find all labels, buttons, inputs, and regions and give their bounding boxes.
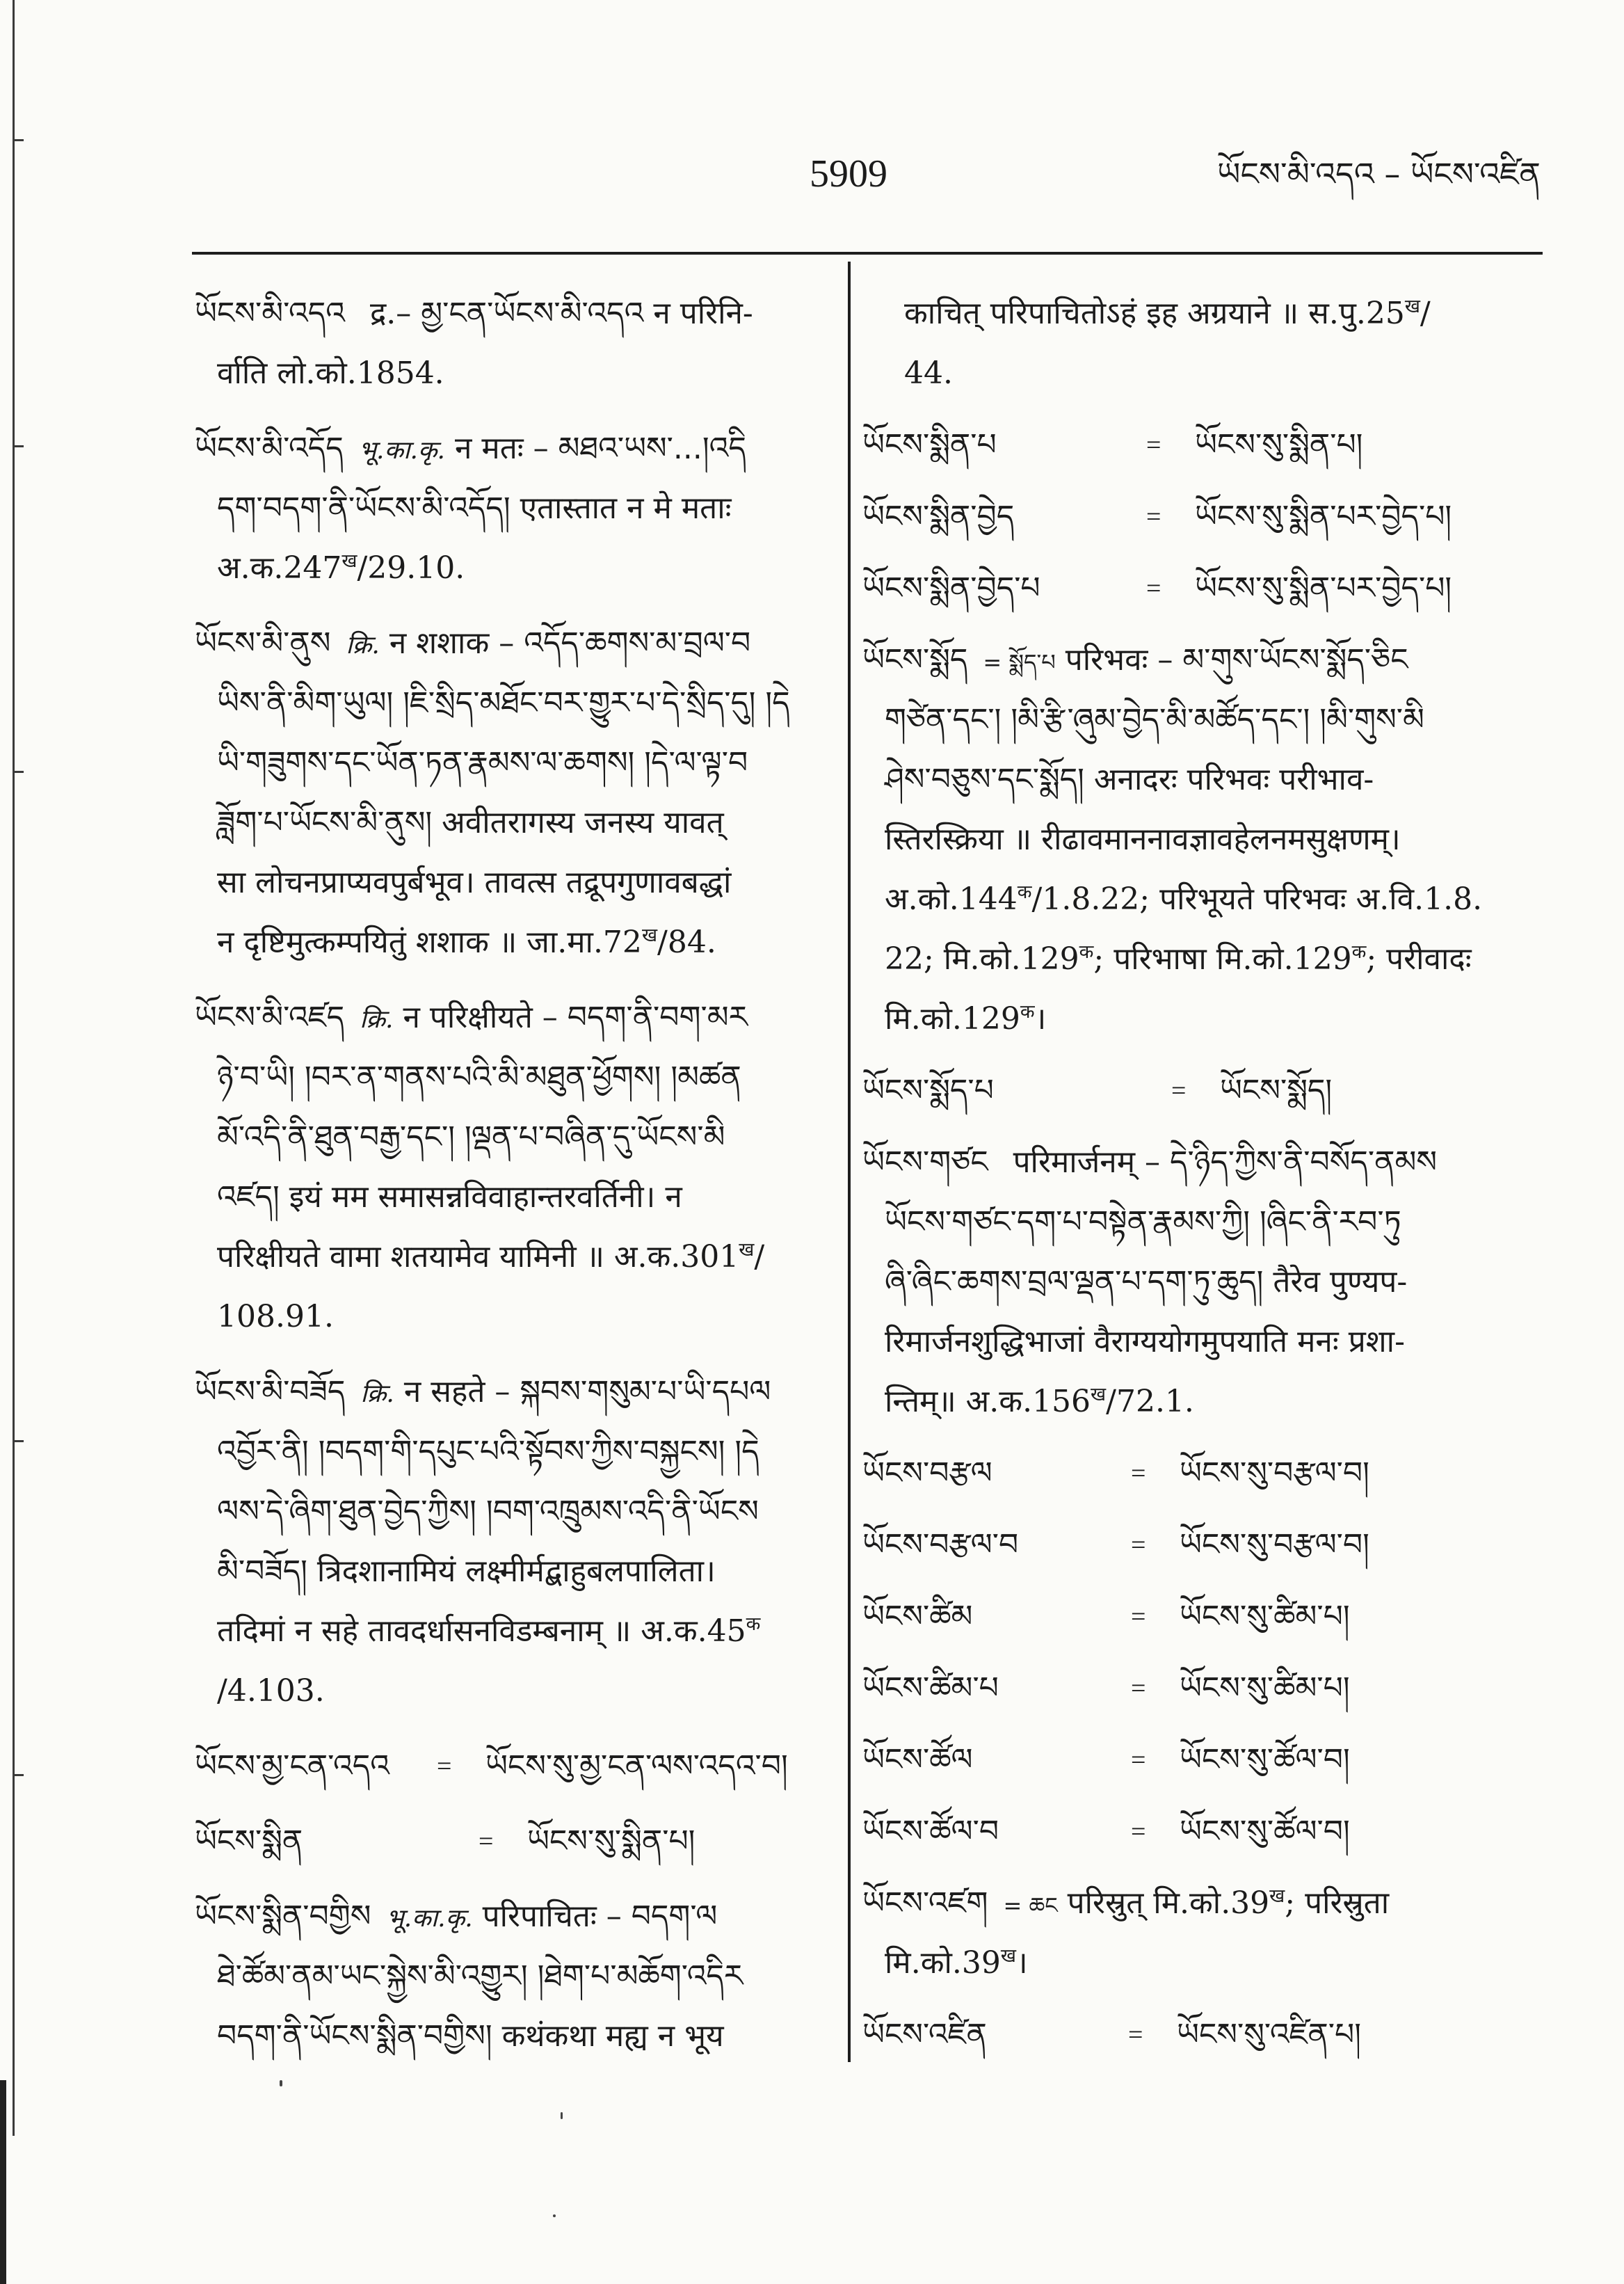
cross-reference-target: ཡོངས་སུ་སྨིན་པར་བྱེད་པ། <box>1195 570 1452 606</box>
sanskrit-text: तैरेव पुण्यप- <box>1263 1264 1408 1300</box>
entry-line <box>862 1444 1543 1503</box>
entry-line <box>862 487 1543 547</box>
headword: ཡོངས་བརྩལ <box>862 1455 992 1491</box>
headword: ཡོངས་མི་འདའ <box>195 296 345 331</box>
cross-reference-target: ཡོངས་སུ་སྨིན་པ། <box>1195 427 1363 463</box>
tibetan-text: ཉེ་བ་ཡི། །བར་ན་གནས་པའི་མི་མཐུན་ཕྱོགས། །མཚན <box>217 1060 741 1095</box>
cross-reference-entry <box>862 415 1543 475</box>
right-column <box>862 284 1543 2093</box>
sanskrit-text: ; परीवादः <box>1366 941 1472 977</box>
headword: ཡོངས་ཚིམ་པ <box>862 1670 999 1706</box>
entry-line <box>862 1515 1543 1575</box>
sanskrit-text: परिस्रुत् मि.को.39 <box>1057 1885 1270 1921</box>
tibetan-text: ཡིས་ནི་མིག་ཡུལ། །ཇི་སྲིད་མཐོང་བར་གྱུར་པ་དེ་སྲིད་དུ། །དེ <box>217 685 790 721</box>
entry-line <box>195 1422 824 1482</box>
entry-line <box>195 1812 824 1871</box>
sanskrit-text: न सहते – <box>394 1374 520 1409</box>
tibetan-text: བདག་ནི་བག་མར <box>567 1000 748 1035</box>
entry-line <box>195 673 824 733</box>
cross-reference-entry <box>862 2005 1543 2065</box>
headword: ཡོངས་མི་ནུས <box>195 625 331 661</box>
entry-line <box>862 1802 1543 1862</box>
folio-superscript: ख <box>641 925 658 946</box>
sanskrit-text: / <box>754 1239 765 1275</box>
dictionary-entry <box>195 614 824 973</box>
entry-line <box>195 419 824 479</box>
sanskrit-text: /29.10. <box>357 550 465 586</box>
sanskrit-text: द्र.– <box>360 296 421 331</box>
dictionary-entry <box>862 630 1543 1049</box>
grammar-abbreviation: क्रि. <box>360 1005 394 1034</box>
entry-line <box>862 1192 1543 1252</box>
tibetan-text: དག་བདག་ནི་ཡོངས་མི་འདོད། <box>217 490 510 526</box>
tibetan-text: སྐབས་གསུམ་པ་ཡི་དཔལ <box>520 1374 771 1409</box>
cross-reference-entry <box>862 487 1543 547</box>
cross-reference-entry <box>195 1812 824 1871</box>
tibetan-text: ཡི་གཟུགས་དང་ཡོན་ཏན་རྣམས་ལ་ཆགས། །དེ་ལ་ལྟ་བ <box>217 745 748 781</box>
headword: ཡོངས་འཛིན <box>862 2017 987 2052</box>
dictionary-entry <box>862 1874 1543 1993</box>
cross-reference-target: ཡོངས་སུ་འཛིན་པ། <box>1177 2017 1361 2052</box>
folio-superscript: ख <box>1091 1384 1107 1405</box>
equals-sign: = <box>1128 2020 1143 2050</box>
entry-line <box>862 284 1543 344</box>
entry-line <box>862 1874 1543 1933</box>
entry-line <box>862 2005 1543 2065</box>
cross-reference-target: ཡོངས་སུ་བརྩལ་བ། <box>1180 1527 1369 1563</box>
headword: ཡོངས་གཙང <box>862 1144 988 1180</box>
sanskrit-text: ; परिभाषा मि.को.129 <box>1093 941 1352 977</box>
headword: ཡོངས་སྨིན་བགྱིས <box>195 1899 371 1934</box>
entry-line <box>195 538 824 598</box>
tibetan-text: ཐེ་ཚོམ་ནམ་ཡང་སྐྱེས་མི་འགྱུར། །ཐེག་པ་མཆོག་འདིར <box>217 1958 743 1994</box>
sanskrit-text: सा लोचनप्राप्यवपुर्बभूव। तावत्स तद्रूपगुणावबद्धां <box>217 865 732 900</box>
entry-line <box>195 344 824 404</box>
entry-line <box>195 1736 824 1796</box>
tibetan-text: མ་གུས་ཡོངས་སྨོད་ཅིང <box>1182 642 1408 678</box>
left-column <box>195 284 824 2093</box>
entry-line <box>862 1730 1543 1790</box>
sanskrit-text: मि.को.129 <box>885 1001 1020 1037</box>
sanskrit-text: अवीतरागस्य जनस्य यावत् <box>432 805 724 840</box>
cross-reference-note: = སྨོད་པ <box>983 649 1056 676</box>
sanskrit-text: / <box>1420 296 1431 331</box>
tibetan-text: ལས་དེ་ཞིག་ཐུན་བྱེད་ཀྱིས། །བག་འཁྲུམས་འདི་ནི་ཡོངས <box>217 1494 759 1529</box>
headword: ཡོངས་ཚིམ <box>862 1599 973 1634</box>
headword: ཡོངས་མི་འཛད <box>195 1000 345 1035</box>
sanskrit-text: /72.1. <box>1106 1384 1194 1419</box>
sanskrit-text: । <box>1015 1945 1028 1981</box>
cross-reference-note: = ཆང <box>1003 1892 1058 1919</box>
grammar-abbreviation: क्रि. <box>360 1380 394 1408</box>
cross-reference-target: ཡོངས་སུ་ཚོལ་བ། <box>1180 1742 1350 1778</box>
sanskrit-text: 108.91. <box>217 1299 334 1334</box>
sanskrit-text: काचित् परिपाचितोऽहं इह अग्रयाने ॥ स.पु.25 <box>904 296 1405 331</box>
cross-reference-target: ཡོངས་སུ་སྨིན་པར་བྱེད་པ། <box>1195 499 1452 534</box>
sanskrit-text: तदिमां न सहे तावदर्धासनविडम्बनाम् ॥ अ.क.45 <box>217 1613 746 1649</box>
scan-speck <box>561 2112 563 2119</box>
equals-sign: = <box>1131 1531 1146 1560</box>
cross-reference-entry <box>862 559 1543 618</box>
tibetan-text: ཞི་ཞིང་ཆགས་བྲལ་ལྡན་པ་དག་ཏུ་ཆུད། <box>885 1264 1264 1300</box>
sanskrit-text: इयं मम समासन्नविवाहान्तरवर्तिनी। न <box>279 1179 682 1215</box>
entry-line <box>195 1542 824 1602</box>
dictionary-entry <box>195 284 824 404</box>
sanskrit-text: अ.को.144 <box>885 881 1018 917</box>
entry-line <box>195 1048 824 1108</box>
tibetan-text: འདོད་ཆགས་མ་བྲལ་བ <box>524 625 751 661</box>
entry-line <box>862 344 1543 404</box>
grammar-abbreviation: भू.का.कृ. <box>358 436 445 465</box>
tibetan-text: དེ་ཉིད་ཀྱིས་ནི་བསོད་ནམས <box>1170 1144 1438 1180</box>
cross-reference-entry <box>862 1587 1543 1647</box>
grammar-abbreviation: भू.का.कृ. <box>386 1904 473 1933</box>
sanskrit-text: र्वाति लो.को.1854. <box>217 356 444 391</box>
sanskrit-text: कथंकथा मह्य न भूय <box>492 2018 724 2054</box>
sanskrit-text: परिभवः – <box>1055 642 1183 678</box>
headword: ཡོངས་བརྩལ་བ <box>862 1527 1019 1563</box>
sanskrit-text: न परिनि- <box>643 296 753 331</box>
equals-sign: = <box>1131 1459 1146 1488</box>
headword: ཡོངས་སྨོད་པ <box>862 1073 994 1108</box>
tibetan-text: ཟློག་པ་ཡོངས་མི་ནུས། <box>217 805 433 840</box>
entry-line <box>862 1659 1543 1718</box>
sanskrit-text: परिमार्जनम् – <box>1003 1144 1171 1180</box>
equals-sign: = <box>1146 574 1161 603</box>
entry-line <box>195 988 824 1048</box>
entry-line <box>862 750 1543 810</box>
equals-sign: = <box>1131 1746 1146 1775</box>
entry-line <box>862 1312 1543 1372</box>
entry-line <box>195 1887 824 1947</box>
entry-line <box>195 1227 824 1287</box>
entry-line <box>195 853 824 913</box>
sanskrit-text: 44. <box>904 356 953 391</box>
grammar-abbreviation: क्रि. <box>346 631 380 660</box>
entry-line <box>195 793 824 853</box>
equals-sign: = <box>437 1752 452 1781</box>
entry-line <box>862 690 1543 750</box>
cross-reference-entry <box>862 1730 1543 1790</box>
sanskrit-text: /4.103. <box>217 1673 325 1709</box>
cross-reference-target: ཡོངས་སུ་བརྩལ་བ། <box>1180 1455 1369 1491</box>
cross-reference-entry <box>862 1659 1543 1718</box>
dictionary-entry <box>862 284 1543 404</box>
sanskrit-text: न शशाक – <box>379 625 524 661</box>
entry-line <box>195 913 824 973</box>
entry-line <box>862 989 1543 1049</box>
entry-line <box>195 733 824 793</box>
cross-reference-entry <box>862 1515 1543 1575</box>
headword: ཡོངས་འཛག <box>862 1885 988 1921</box>
folio-superscript: ख <box>1000 1945 1016 1967</box>
headword: ཡོངས་སྨིན་བྱེད་པ <box>862 570 1040 606</box>
entry-line <box>862 559 1543 618</box>
entry-line <box>862 1133 1543 1192</box>
entry-line <box>195 614 824 673</box>
cross-reference-target: ཡོངས་སུ་སྨིན་པ། <box>527 1823 696 1859</box>
entry-line <box>862 810 1543 870</box>
equals-sign: = <box>479 1827 494 1856</box>
tibetan-text: གཙེན་དང་། །མི་རྩི་ཞུམ་བྱེད་མི་མཚོད་དང་། །མི་གུས་མི <box>885 702 1424 737</box>
sanskrit-text: मि.को.39 <box>885 1945 1001 1981</box>
scan-edge-mark <box>13 139 24 141</box>
tibetan-text: འཛད། <box>217 1179 280 1215</box>
cross-reference-target: ཡོངས་སྨོད། <box>1220 1073 1333 1108</box>
dictionary-entry <box>195 419 824 598</box>
entry-line <box>195 479 824 538</box>
entry-line <box>862 1372 1543 1432</box>
sanskrit-text: अ.क.247 <box>217 550 342 586</box>
sanskrit-text: स्तिरस्क्रिया ॥ रीढावमाननावज्ञावहेलनमसुक्षणम्। <box>885 822 1401 857</box>
headword: ཡོངས་སྨོད <box>862 642 968 678</box>
scan-edge-mark <box>13 771 24 773</box>
sanskrit-text: 22; मि.को.129 <box>885 941 1079 977</box>
folio-superscript: क <box>1079 941 1094 963</box>
entry-line <box>862 1252 1543 1312</box>
sanskrit-text: । <box>1034 1001 1047 1037</box>
sanskrit-text: परिपाचितः – <box>472 1899 632 1934</box>
entry-line <box>862 1587 1543 1647</box>
equals-sign: = <box>1146 431 1161 460</box>
headword: ཡོངས་སྨིན <box>195 1823 303 1859</box>
equals-sign: = <box>1131 1602 1146 1631</box>
equals-sign: = <box>1146 502 1161 532</box>
headword: ཡོངས་མི་འདོད <box>195 431 344 466</box>
headword: ཡོངས་ཚོལ་བ <box>862 1814 999 1849</box>
cross-reference-target: ཡོངས་སུ་མྱ་ངན་ལས་འདའ་བ། <box>485 1748 788 1784</box>
cross-reference-target: ཡོངས་སུ་ཚིམ་པ། <box>1180 1599 1350 1634</box>
sanskrit-text: न दृष्टिमुत्कम्पयितुं शशाक ॥ जा.मा.72 <box>217 925 642 960</box>
cross-reference-target: ཡོངས་སུ་ཚོལ་བ། <box>1180 1814 1350 1849</box>
equals-sign: = <box>1171 1076 1187 1105</box>
entry-line <box>195 1287 824 1347</box>
entry-line <box>862 415 1543 475</box>
entry-line <box>195 1947 824 2006</box>
entry-line <box>195 284 824 344</box>
dictionary-entry <box>195 1362 824 1721</box>
headword: ཡོངས་ཚོལ <box>862 1742 973 1778</box>
folio-superscript: ख <box>739 1239 755 1261</box>
entry-line <box>862 1933 1543 1993</box>
folio-superscript: ख <box>341 550 357 572</box>
cross-reference-target: ཡོངས་སུ་ཚིམ་པ། <box>1180 1670 1350 1706</box>
scan-edge-mark <box>13 445 24 447</box>
entry-line <box>195 1661 824 1721</box>
cross-reference-entry <box>195 1736 824 1796</box>
sanskrit-text: न्तिम्॥ अ.क.156 <box>885 1384 1091 1419</box>
folio-superscript: क <box>746 1613 761 1635</box>
headword: ཡོངས་སྨིན་བྱེད <box>862 499 1015 534</box>
folio-superscript: ख <box>1269 1885 1285 1907</box>
headword: ཡོངས་མྱ་ངན་འདའ <box>195 1748 389 1784</box>
tibetan-text: ཤེས་བཅུས་དང་སྨོད། <box>885 762 1084 797</box>
headword: ཡོངས་སྨིན་པ <box>862 427 997 463</box>
page-number: 5909 <box>810 152 887 195</box>
entry-line <box>195 1167 824 1227</box>
sanskrit-text: /1.8.22; परिभूयते परिभवः अ.वि.1.8. <box>1031 881 1483 917</box>
sanskrit-text: न मतः – <box>444 431 558 466</box>
tibetan-text: མཐའ་ཡས་...།འདི <box>558 431 746 466</box>
entry-line <box>862 870 1543 929</box>
sanskrit-text: एतास्तात न मे मताः <box>510 490 732 526</box>
column-divider <box>848 262 851 2062</box>
equals-sign: = <box>1131 1674 1146 1703</box>
sanskrit-text: परिक्षीयते वामा शतयामेव यामिनी ॥ अ.क.301 <box>217 1239 739 1275</box>
cross-reference-entry <box>862 1061 1543 1121</box>
scan-edge-shadow <box>0 2080 6 2284</box>
entry-line <box>862 630 1543 690</box>
equals-sign: = <box>1131 1817 1146 1846</box>
tibetan-text: ཡོངས་གཙང་དག་པ་བསྟེན་རྣམས་ཀྱི། །ཞིང་ནི་རབ་ཏུ <box>885 1204 1401 1240</box>
scan-edge-mark <box>13 1440 24 1442</box>
dictionary-entry <box>195 988 824 1347</box>
sanskrit-text: त्रिदशानामियं लक्ष्मीर्मद्बाहुबलपालिता। <box>307 1554 716 1589</box>
cross-reference-entry <box>862 1444 1543 1503</box>
folio-superscript: क <box>1017 881 1032 903</box>
tibetan-text: བདག་ནི་ཡོངས་སྨིན་བགྱིས། <box>217 2018 492 2054</box>
entry-line <box>195 2006 824 2066</box>
entry-line <box>862 929 1543 989</box>
tibetan-text: མི་བཟོད། <box>217 1554 307 1589</box>
tibetan-text: མོ་འདི་ནི་ཐུན་བརྒྱ་དང་། །ལྡན་པ་བཞིན་དུ་ཡོངས་མི <box>217 1119 725 1155</box>
folio-superscript: क <box>1351 941 1367 963</box>
entry-line <box>195 1602 824 1661</box>
scan-edge-mark <box>13 1774 24 1776</box>
sanskrit-text: अनादरः परिभवः परीभाव- <box>1084 762 1374 797</box>
tibetan-text: འབྱོར་ནི། །བདག་གི་དཔུང་པའི་སྟོབས་ཀྱིས་བསྐྱངས། །དེ <box>217 1434 759 1469</box>
sanskrit-text: ; परिस्रुता <box>1285 1885 1390 1921</box>
running-head: ཡོངས་མི་འདའ – ཡོངས་འཛིན <box>1217 155 1541 193</box>
entry-line <box>195 1108 824 1167</box>
scan-edge-line <box>13 0 15 2136</box>
dictionary-entry <box>862 1133 1543 1432</box>
entry-line <box>862 1061 1543 1121</box>
sanskrit-text: रिमार्जनशुद्धिभाजां वैराग्ययोगमुपयाति मनः प्रशा- <box>885 1324 1405 1359</box>
entry-line <box>195 1482 824 1542</box>
scan-speck <box>553 2214 556 2217</box>
cross-reference-entry <box>862 1802 1543 1862</box>
headword: ཡོངས་མི་བཟོད <box>195 1374 346 1409</box>
entry-line <box>195 1362 824 1422</box>
folio-superscript: ख <box>1404 296 1420 317</box>
sanskrit-text: न परिक्षीयते – <box>393 1000 568 1035</box>
sanskrit-text: /84. <box>657 925 716 960</box>
tibetan-text: མྱ་ངན་ཡོངས་མི་འདའ <box>421 296 644 331</box>
header-rule <box>192 252 1543 255</box>
dictionary-entry <box>195 1887 824 2066</box>
folio-superscript: क <box>1020 1001 1035 1023</box>
tibetan-text: བདག་ལ <box>631 1899 718 1934</box>
